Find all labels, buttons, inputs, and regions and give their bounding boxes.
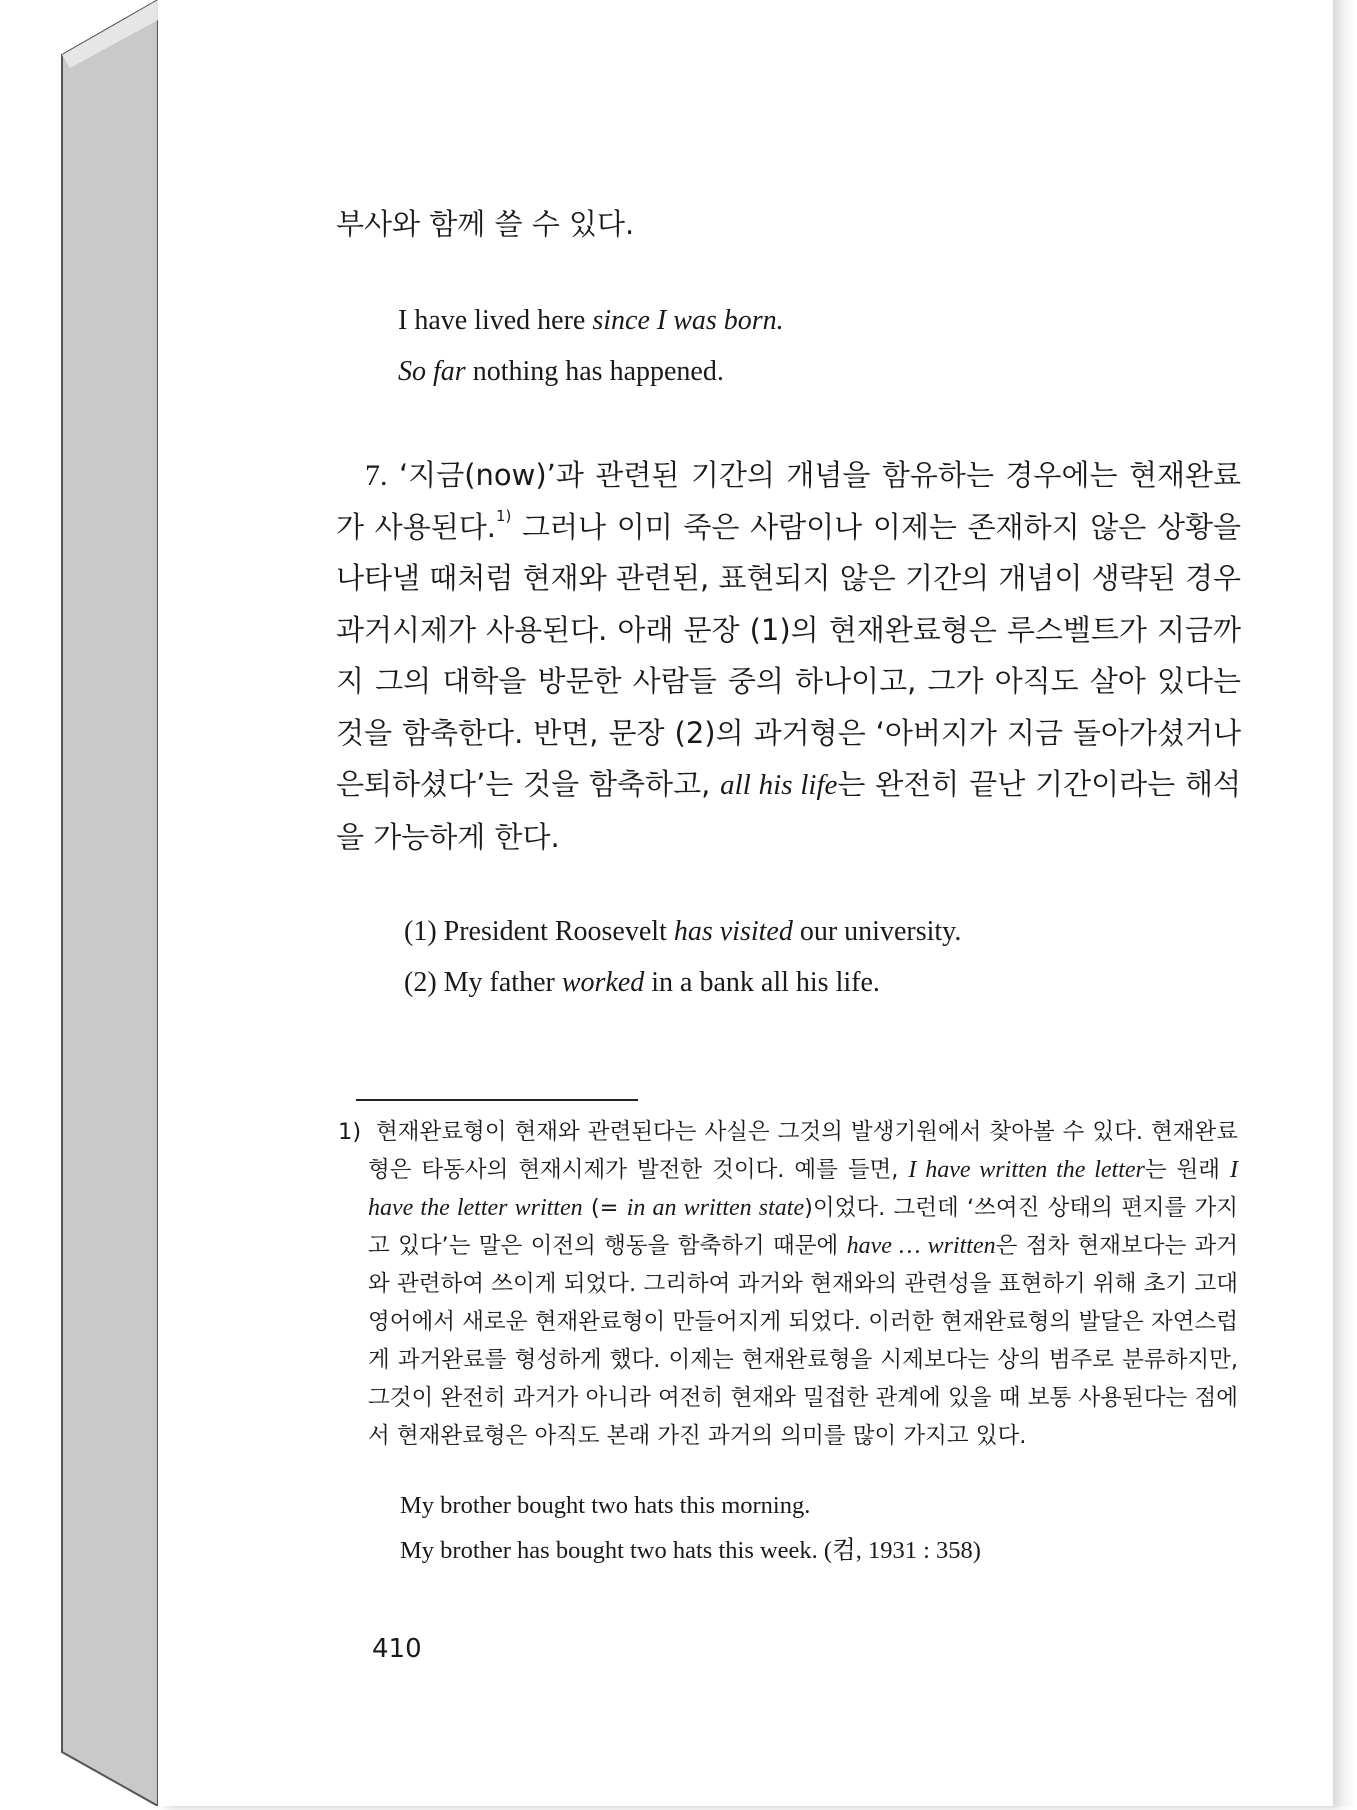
paragraph-7: 7. ‘지금(now)’과 관련된 기간의 개념을 함유하는 경우에는 현재완료가 사용된다.$^{1)}$ 그러나 이미 죽은 사람이나 이제는 존재하지 않은 상황을 나타낼 때처럼 현재와 관련된, 표현되지 않은 기간의 개념이 생략된 경우 과거시제가 사용된다. 아래 문장 (1)의 현재완료형은 루스벨트가 지금까지 그의 대학을 방문한 사람들 중의 하나이고, 그가 아직도 살아 있다는 것을 함축한다. 반면, 문장 (2)의 과거형은 ‘아버지가 지금 돌아가셨거나 은퇴하셨다’는 것을 함축하고, all his life는 완전히 끝난 기간이라는 해석을 가능하게 한다. — [336, 458, 1241, 854]
footnote-example-1: My brother bought two hats this morning. — [400, 1492, 811, 1519]
example-1: (1) President Roosevelt has visited our university. — [404, 916, 962, 947]
top-line: 부사와 함께 쓸 수 있다. — [336, 207, 635, 241]
page-edge — [1333, 0, 1357, 1806]
example-line-2: So far nothing has happened. — [398, 356, 724, 387]
footnote-ref: 1) — [495, 506, 512, 525]
footnote: 1) 현재완료형이 현재와 관련된다는 사실은 그것의 발생기원에서 찾아볼 수 있다. 현재완료형은 타동사의 현재시제가 발전한 것이다. 예를 들면, I have written the letter는 원래 I have the letter written (= in an written state)이었다. 그런데 ‘쓰여진 상태의 편지를 가지고 있다’는 말은 이전의 행동을 함축하기 때문에 have … written은 점차 현재보다는 과거와 관련하여 쓰이게 되었다. 그리하여 과거와 현재와의 관련성을 표현하기 위해 초기 고대영어에서 새로운 현재완료형이 만들어지게 되었다. 이러한 현재완료형의 발달은 자연스럽게 과거완료를 형성하게 했다. 이제는 현재완료형을 시제보다는 상의 범주로 분류하지만, 그것이 완전히 과거가 아니라 여전히 현재와 밀접한 관계에 있을 때 보통 사용된다는 점에서 현재완료형은 아직도 본래 가진 과거의 의미를 많이 가지고 있다. — [368, 1113, 1238, 1455]
footnote-label: 1) — [338, 1119, 362, 1145]
example-2: (2) My father worked in a bank all his life. — [404, 967, 880, 998]
footnote-example-2: My brother has bought two hats this week. (컴, 1931 : 358) — [400, 1537, 981, 1564]
example-line-1: I have lived here since I was born. — [398, 305, 784, 336]
footnote-divider — [356, 1099, 638, 1101]
page-number: 410 — [372, 1634, 422, 1664]
